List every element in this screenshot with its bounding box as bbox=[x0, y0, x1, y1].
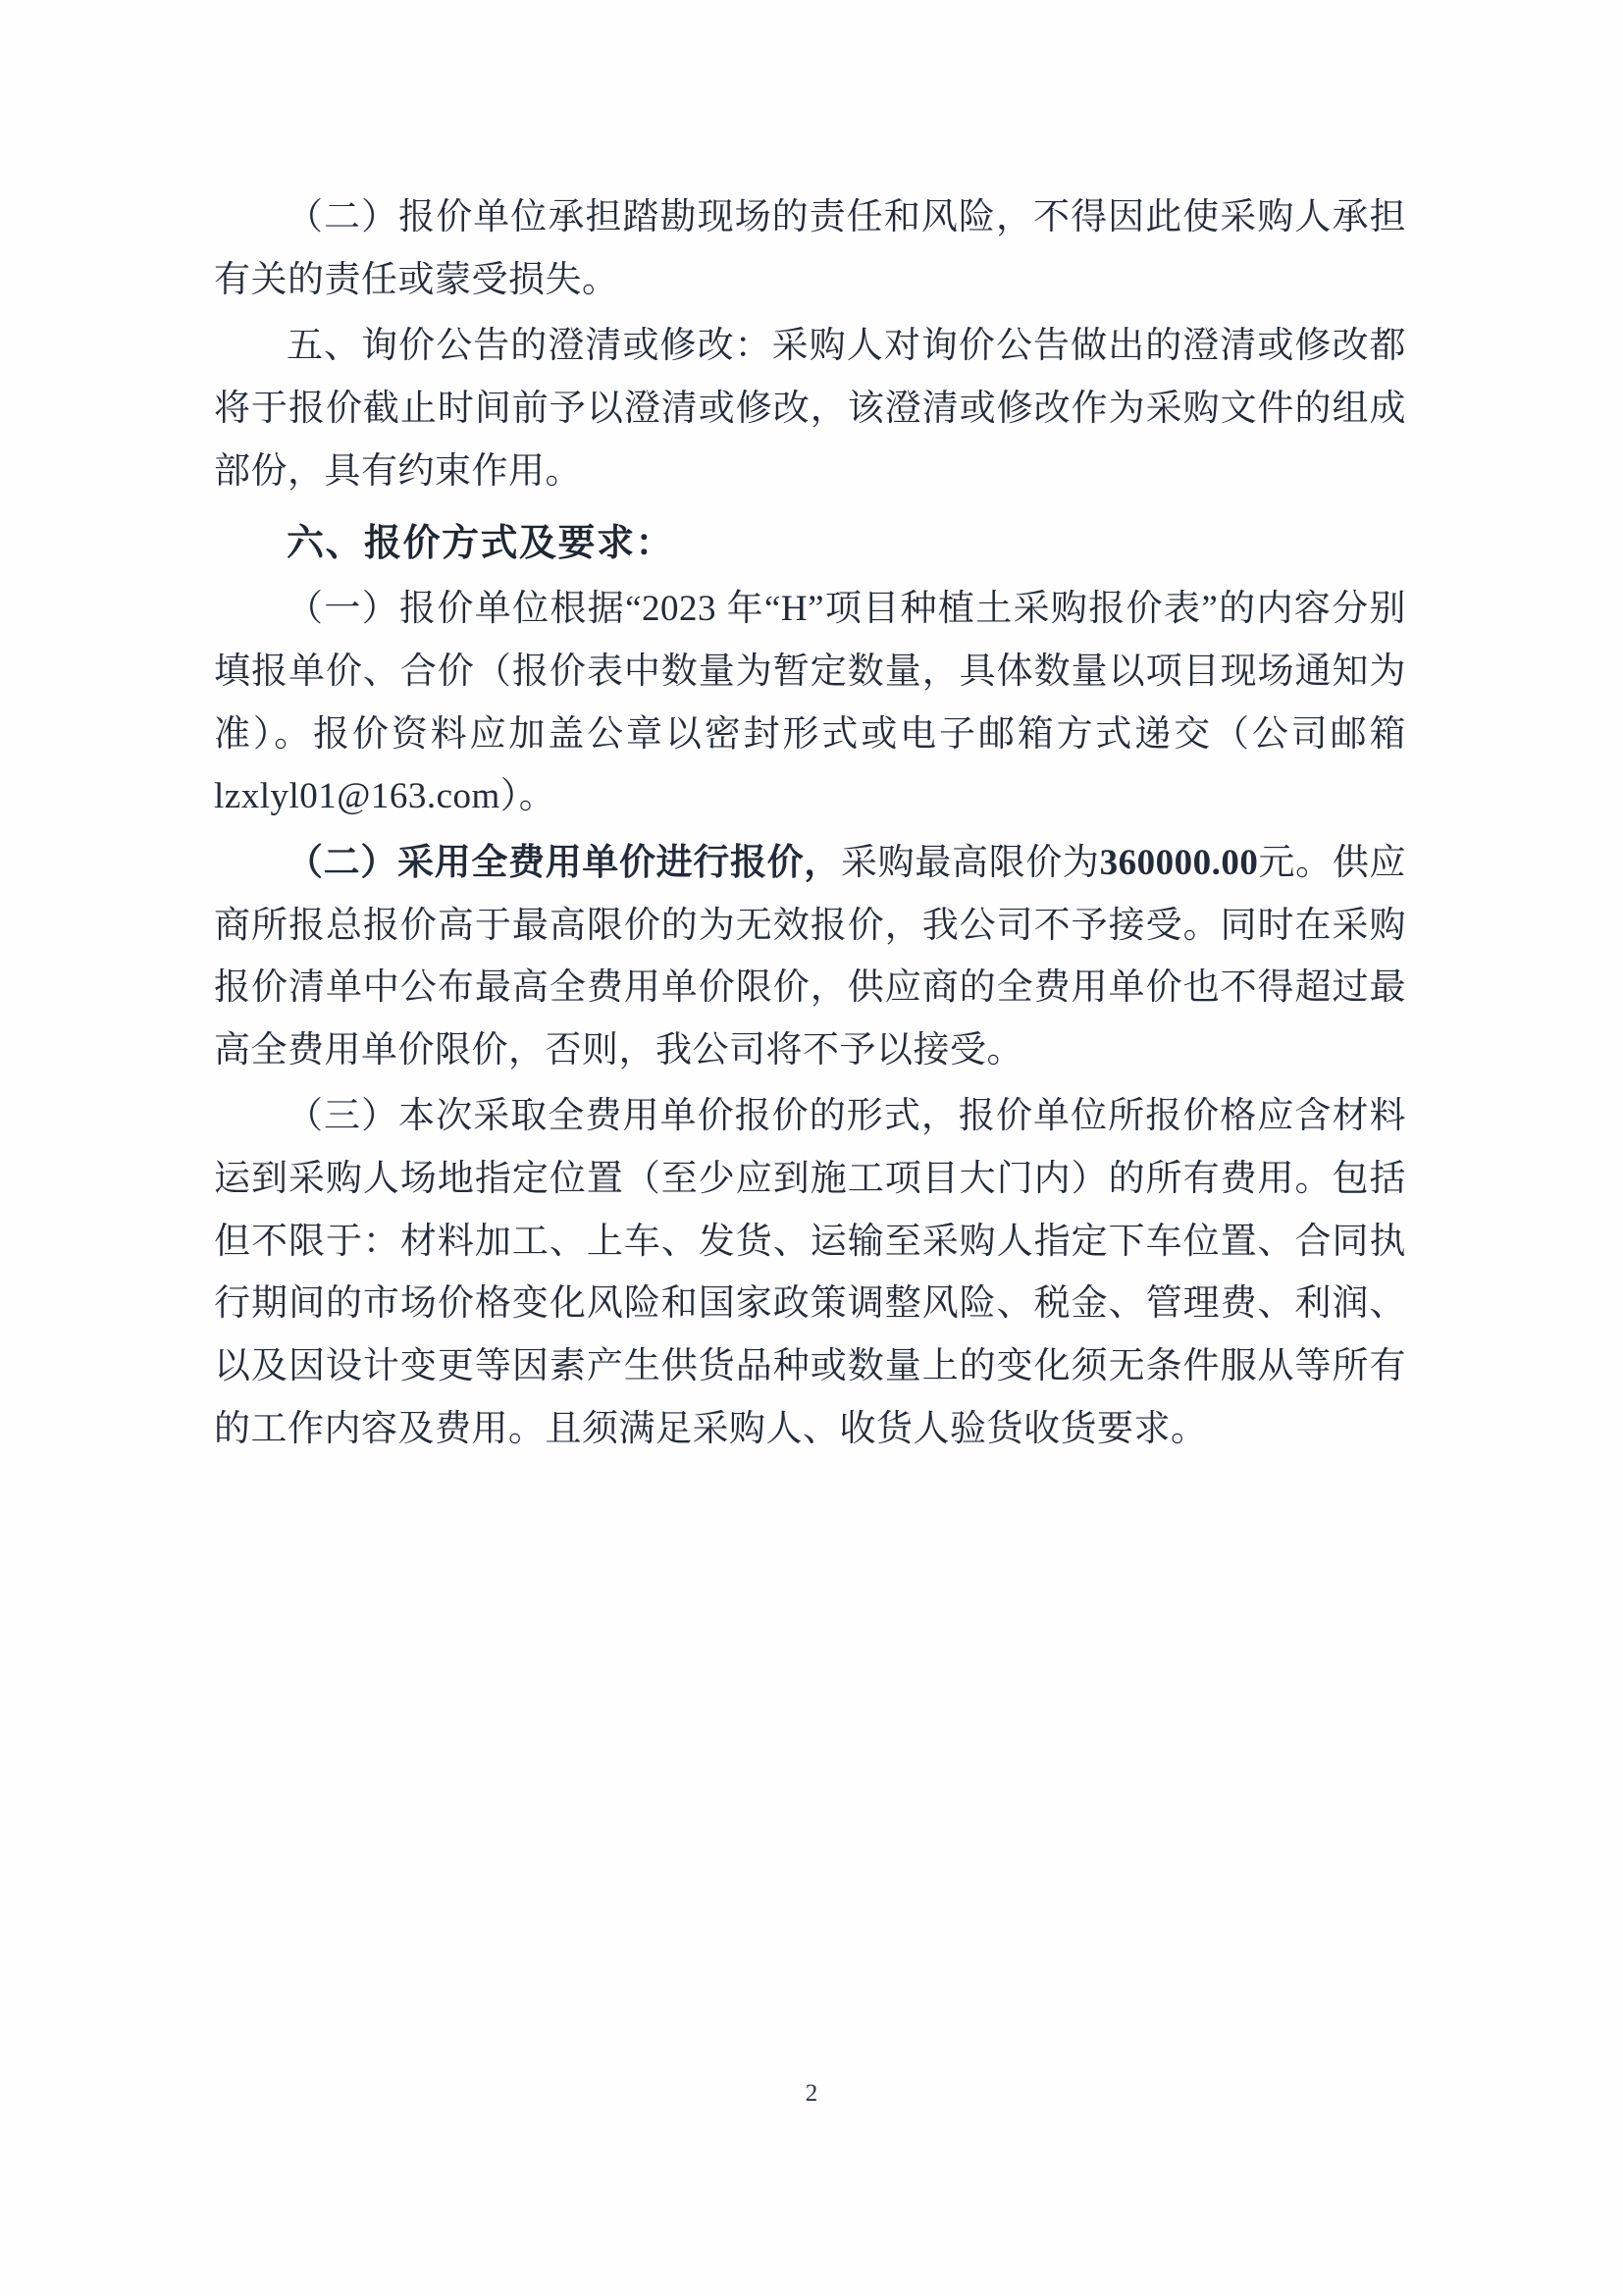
price-cap-amount: 360000.00 bbox=[1099, 842, 1259, 883]
paragraph-clause-3-all-inclusive-price: （三）本次采取全费用单价报价的形式，报价单位所报价格应含材料运到采购人场地指定位置（至少应到施工项目大门内）的所有费用。包括但不限于：材料加工、上车、发货、运输至采购人指定下车位置、合同执行期间的市场价格变化风险和国家政策调整风险、税金、管理费、利润、以及因设计变更等因素产生供货品种或数量上的变化须无条件服从等所有的工作内容及费用。且须满足采购人、收货人验货收货要求。 bbox=[214, 1096, 1406, 1449]
document-body bbox=[214, 186, 1406, 1464]
page-number: 2 bbox=[805, 2080, 818, 2107]
clause-2-tail: 采购最高限价为 bbox=[840, 842, 1100, 883]
clause-2-lead-bold: （二）采用全费用单价进行报价， bbox=[287, 842, 841, 883]
paragraph-clause-2-price-cap bbox=[214, 832, 1406, 1082]
clause-2-rest: 元。供应商所报总报价高于最高限价的为无效报价，我公司不予接受。同时在采购报价清单中公布最高全费用单价限价，供应商的全费用单价也不得超过最高全费用单价限价，否则，我公司将不予以接受。 bbox=[214, 842, 1407, 1070]
paragraph-section-5-clarification: 五、询价公告的澄清或修改：采购人对询价公告做出的澄清或修改都将于报价截止时间前予以澄清或修改，该澄清或修改作为采购文件的组成部份，具有约束作用。 bbox=[214, 326, 1406, 492]
paragraph-clause-2-site-survey: （二）报价单位承担踏勘现场的责任和风险，不得因此使采购人承担有关的责任或蒙受损失。 bbox=[214, 197, 1406, 300]
paragraph-clause-1-quotation-form: （一）报价单位根据“2023 年“H”项目种植土采购报价表”的内容分别填报单价、合价（报价表中数量为暂定数量，具体数量以项目现场通知为准）。报价资料应加盖公章以密封形式或电子邮箱方式递交（公司邮箱 lzxlyl01@163.com）。 bbox=[214, 589, 1406, 817]
heading-section-6: 六、报价方式及要求： bbox=[287, 523, 675, 565]
